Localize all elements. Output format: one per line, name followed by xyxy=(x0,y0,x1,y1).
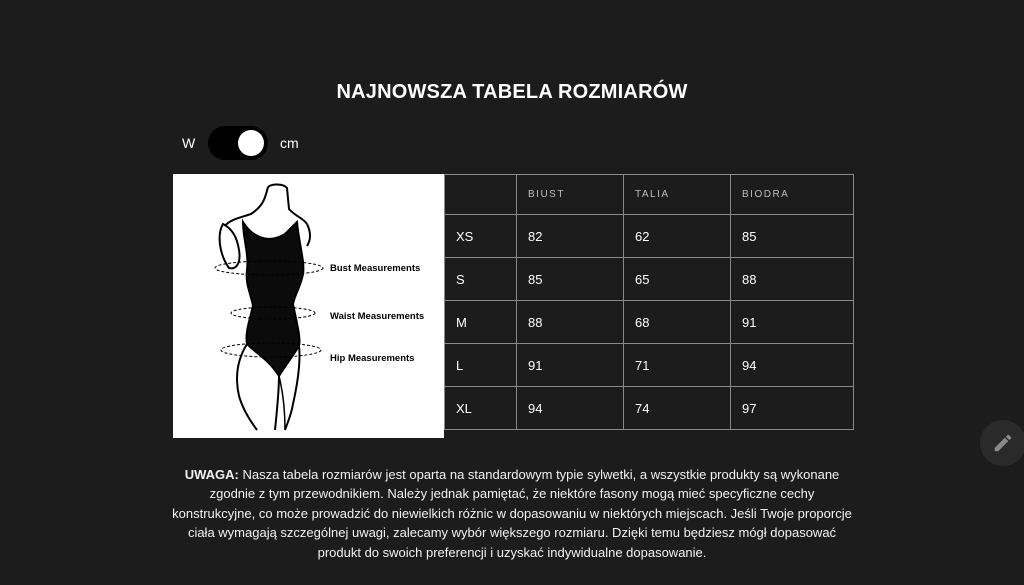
waist-cell: 71 xyxy=(624,344,731,387)
bust-cell: 85 xyxy=(517,258,624,301)
size-cell: S xyxy=(445,258,517,301)
hips-cell: 91 xyxy=(731,301,854,344)
page-title: NAJNOWSZA TABELA ROZMIARÓW xyxy=(336,81,688,104)
toggle-knob xyxy=(238,130,264,156)
header-waist: TALIA xyxy=(624,175,731,215)
waist-cell: 62 xyxy=(624,215,731,258)
measurement-figure xyxy=(173,174,444,438)
waist-cell: 74 xyxy=(624,387,731,430)
table-row xyxy=(445,344,854,387)
hip-measurements-label: Hip Measurements xyxy=(330,353,415,364)
bust-cell: 82 xyxy=(517,215,624,258)
hips-cell: 85 xyxy=(731,215,854,258)
hips-cell: 94 xyxy=(731,344,854,387)
size-cell: L xyxy=(445,344,517,387)
bust-cell: 94 xyxy=(517,387,624,430)
pencil-icon xyxy=(992,432,1014,454)
mannequin-illustration xyxy=(173,174,444,438)
bust-cell: 91 xyxy=(517,344,624,387)
table-row xyxy=(445,387,854,430)
waist-measurements-label: Waist Measurements xyxy=(330,311,425,322)
waist-cell: 65 xyxy=(624,258,731,301)
bust-measurements-label: Bust Measurements xyxy=(330,263,421,274)
header-bust: BIUST xyxy=(517,175,624,215)
size-cell: XL xyxy=(445,387,517,430)
table-row xyxy=(445,215,854,258)
hips-cell: 97 xyxy=(731,387,854,430)
header-hips: BIODRA xyxy=(731,175,854,215)
note-text: Nasza tabela rozmiarów jest oparta na standardowym typie sylwetki, a wszystkie produkty są wykonane zgodnie z tym przewodnikiem. Należy jednak pamiętać, że niektóre fasony mogą mieć specyficzne cechy konstrukcyjne, co może prowadzić do niewielkich różnic w dopasowaniu w niektórych miejscach. Jeśli Twoje proporcje ciała wymagają szczególnej uwagi, zalecamy wybór większego rozmiaru. Dzięki temu będziesz mógł dopasować produkt do swoich preferencji i uzyskać indywidualne dopasowanie. xyxy=(172,467,852,560)
bust-cell: 88 xyxy=(517,301,624,344)
size-table xyxy=(444,174,854,430)
unit-switch xyxy=(182,126,299,160)
size-cell: XS xyxy=(445,215,517,258)
edit-button[interactable] xyxy=(980,420,1024,466)
table-row xyxy=(445,301,854,344)
waist-cell: 68 xyxy=(624,301,731,344)
size-cell: M xyxy=(445,301,517,344)
unit-toggle[interactable] xyxy=(208,126,268,160)
hips-cell: 88 xyxy=(731,258,854,301)
table-header-row xyxy=(445,175,854,215)
note-label: UWAGA: xyxy=(184,467,239,482)
header-size xyxy=(445,175,517,215)
table-row xyxy=(445,258,854,301)
unit-label-cm: cm xyxy=(280,135,299,151)
fit-note xyxy=(172,465,852,562)
unit-label-w: W xyxy=(182,135,196,151)
